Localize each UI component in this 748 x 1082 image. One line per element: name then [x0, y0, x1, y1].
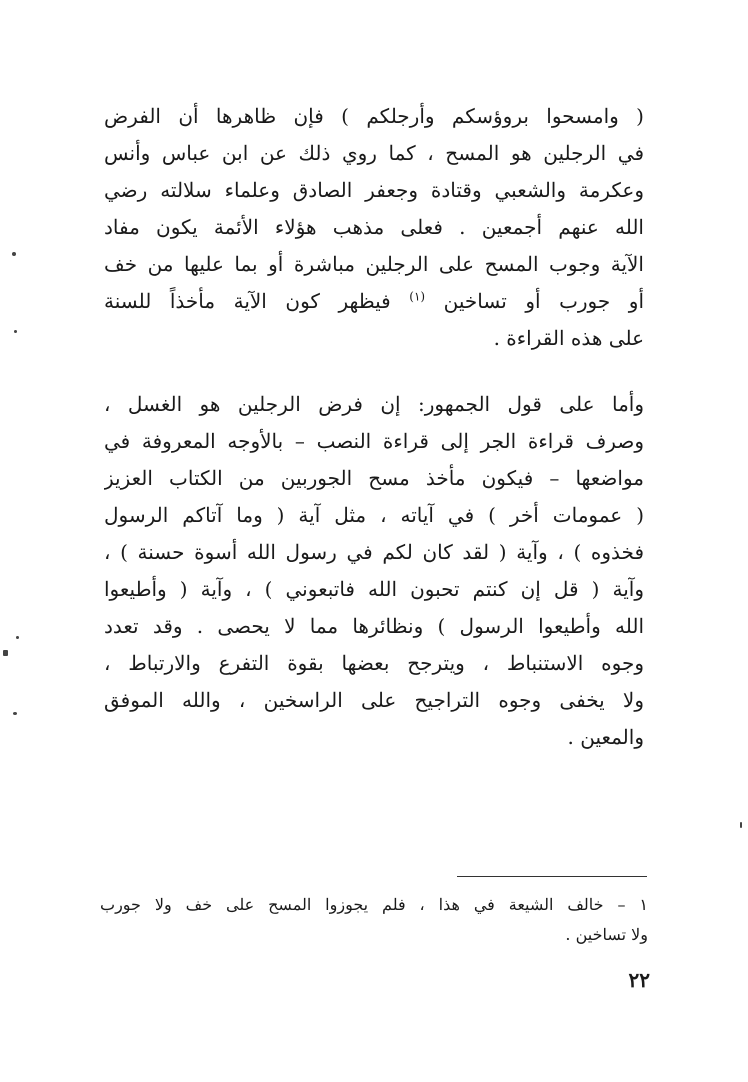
text-line: ولا يخفى وجوه التراجيح على الراسخين ، والله الموفق	[104, 688, 644, 712]
text-line: الله وأطيعوا الرسول ) ونظائرها مما لا يحصى . وقد تعدد	[104, 614, 644, 638]
scan-mark	[16, 636, 19, 639]
text-line: على هذه القراءة .	[493, 326, 644, 350]
text-line: وصرف قراءة الجر إلى قراءة النصب – بالأوجه المعروفة في	[104, 429, 644, 453]
scan-mark	[740, 822, 742, 828]
text-segment: أو جورب أو تساخين	[443, 289, 644, 313]
text-segment: فيظهر كون الآية مأخذاً للسنة	[104, 289, 391, 313]
footnote-line: ١ – خالف الشيعة في هذا ، فلم يجوزوا المسح على خف ولا جورب	[100, 895, 648, 914]
paragraph-1	[104, 98, 644, 357]
text-line-with-footnote	[104, 283, 644, 320]
text-line: وأما على قول الجمهور: إن فرض الرجلين هو الغسل ،	[104, 392, 644, 416]
text-line: وعكرمة والشعبي وقتادة وجعفر الصادق وعلماء سلالته رضي	[104, 178, 644, 202]
text-line: ( وامسحوا بروؤسكم وأرجلكم ) فإن ظاهرها أن الفرض	[104, 104, 644, 128]
footnote-divider	[457, 876, 647, 877]
scan-mark	[14, 330, 17, 333]
scan-mark	[12, 252, 16, 256]
footnote-line: ولا تساخين .	[565, 925, 648, 944]
scan-mark	[13, 712, 17, 715]
footnote-marker: (١)	[409, 289, 426, 304]
text-line: مواضعها – فيكون مأخذ مسح الجوربين من الكتاب العزيز	[104, 466, 644, 490]
paragraph-2	[104, 386, 644, 756]
footnote	[100, 890, 648, 950]
text-line: الآية وجوب المسح على الرجلين مباشرة أو بما عليها من خف	[104, 252, 644, 276]
text-line: فخذوه ) ، وآية ( لقد كان لكم في رسول الله أسوة حسنة ) ،	[104, 540, 644, 564]
text-line: وجوه الاستنباط ، ويترجح بعضها بقوة التفرع والارتباط ،	[104, 651, 644, 675]
page-number: ٢٢	[628, 968, 650, 992]
text-line: وآية ( قل إن كنتم تحبون الله فاتبعوني ) ، وآية ( وأطيعوا	[104, 577, 644, 601]
scan-mark	[3, 650, 8, 656]
text-line: في الرجلين هو المسح ، كما روي ذلك عن ابن عباس وأنس	[104, 141, 644, 165]
text-line: ( عمومات أخر ) في آياته ، مثل آية ( وما آتاكم الرسول	[104, 503, 644, 527]
text-line: والمعين .	[567, 725, 644, 749]
text-line: الله عنهم أجمعين . فعلى مذهب هؤلاء الأئمة يكون مفاد	[104, 215, 644, 239]
